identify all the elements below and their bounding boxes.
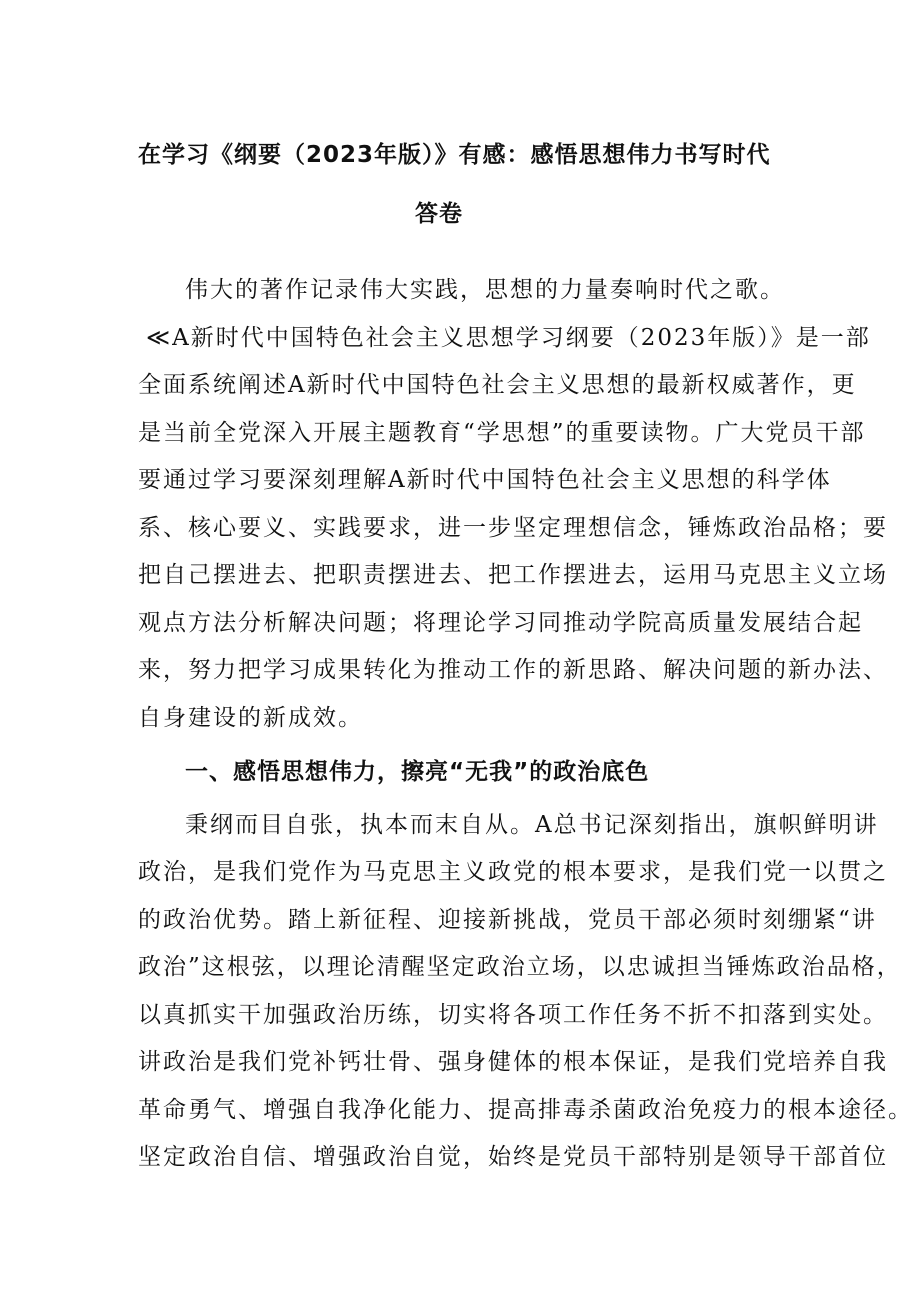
section-paragraph-line: 讲政治是我们党补钙壮骨、强身健体的根本保证，是我们党培养自我: [138, 1049, 888, 1075]
section-paragraph-line: 政治”这根弦，以理论清醒坚定政治立场，以忠诚担当锤炼政治品格，: [138, 954, 902, 980]
document-title-line-2: 答卷: [415, 201, 463, 227]
intro-paragraph-line: 自身建设的新成效。: [138, 705, 363, 731]
intro-paragraph-line: 观点方法分析解决问题；将理论学习同推动学院高质量发展结合起: [138, 610, 863, 636]
intro-paragraph-line: ≪A新时代中国特色社会主义思想学习纲要（2023年版）》是一部: [146, 325, 871, 351]
intro-paragraph-line: 来，努力把学习成果转化为推动工作的新思路、解决问题的新办法、: [138, 657, 888, 683]
intro-paragraph-line: 伟大的著作记录伟大实践，思想的力量奏响时代之歌。: [185, 277, 785, 303]
section-paragraph-line: 秉纲而目自张，执本而末自从。A总书记深刻指出，旗帜鲜明讲: [185, 812, 879, 838]
intro-paragraph-line: 要通过学习要深刻理解A新时代中国特色社会主义思想的科学体: [138, 467, 832, 493]
document-title-line-1: 在学习《纲要（2023年版）》有感：感悟思想伟力书写时代: [138, 142, 771, 168]
intro-paragraph-line: 系、核心要义、实践要求，进一步坚定理想信念，锤炼政治品格；要: [138, 515, 888, 541]
intro-paragraph-line: 是当前全党深入开展主题教育“学思想”的重要读物。广大党员干部: [138, 420, 866, 446]
section-heading: 一、感悟思想伟力，擦亮“无我”的政治底色: [185, 759, 650, 785]
section-paragraph-line: 的政治优势。踏上新征程、迎接新挑战，党员干部必须时刻绷紧“讲: [138, 907, 877, 933]
section-paragraph-line: 以真抓实干加强政治历练，切实将各项工作任务不折不扣落到实处。: [138, 1002, 888, 1028]
section-paragraph-line: 革命勇气、增强自我净化能力、提高排毒杀菌政治免疫力的根本途径。: [138, 1097, 913, 1123]
intro-paragraph-line: 全面系统阐述A新时代中国特色社会主义思想的最新权威著作，更: [138, 372, 857, 398]
intro-paragraph-line: 把自己摆进去、把职责摆进去、把工作摆进去，运用马克思主义立场: [138, 562, 888, 588]
section-paragraph-line: 政治，是我们党作为马克思主义政党的根本要求，是我们党一以贯之: [138, 859, 888, 885]
section-paragraph-line: 坚定政治自信、增强政治自觉，始终是党员干部特别是领导干部首位: [138, 1144, 888, 1170]
